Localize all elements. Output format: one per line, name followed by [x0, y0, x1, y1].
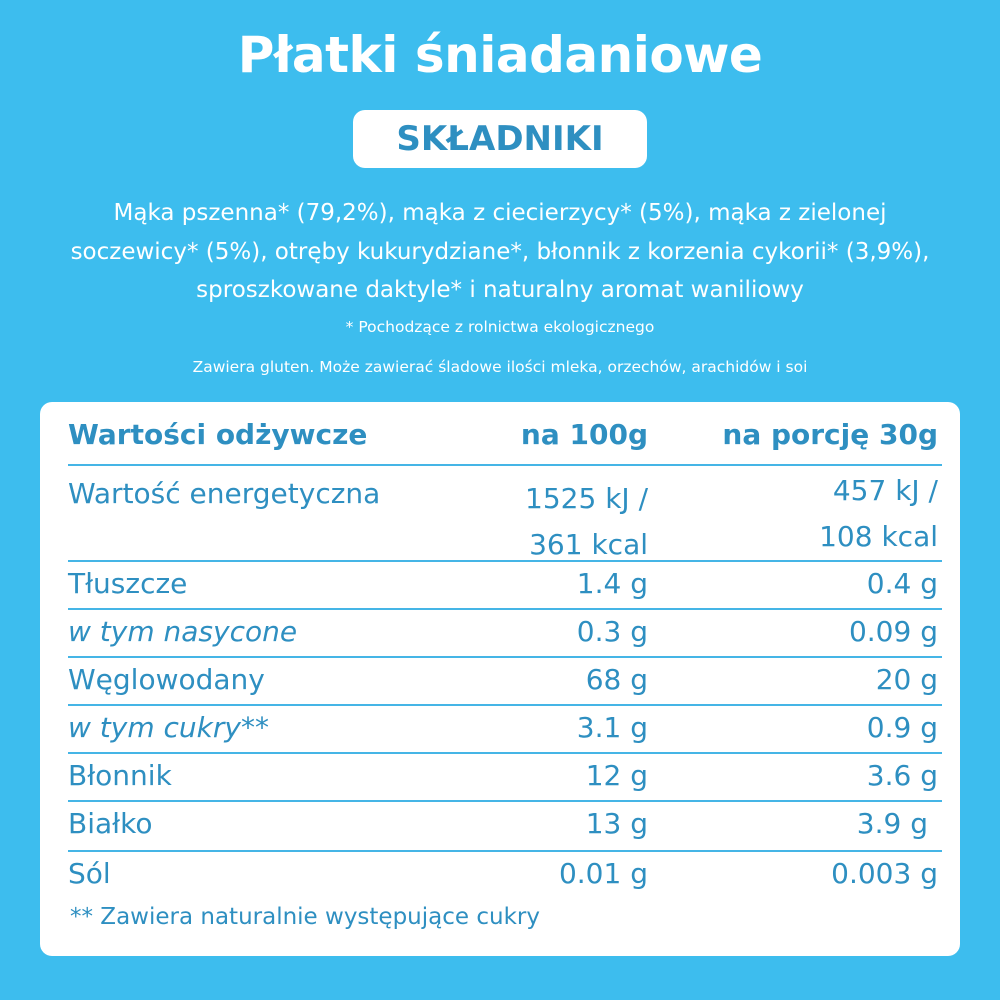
- row-label: w tym nasycone: [68, 615, 298, 648]
- sugars-footnote: ** Zawiera naturalnie występujące cukry: [70, 904, 540, 930]
- header-per-100g: na 100g: [520, 418, 648, 451]
- row-per-100g: 1.4 g: [576, 567, 648, 600]
- row-per-portion: 0.9 g: [866, 711, 938, 744]
- header-nutrition-label: Wartości odżywcze: [68, 418, 368, 451]
- row-per-100g: 0.01 g: [558, 857, 648, 890]
- row-per-portion: 3.9 g: [856, 807, 928, 840]
- row-label: Węglowodany: [68, 663, 265, 696]
- energy-per-portion: [68, 468, 938, 560]
- ingredients-text: Mąka pszenna* (79,2%), mąka z ciecierzycy* (5%), mąka z zielonej soczewicy* (5%), otręby kukurydziane*, błonnik z korzenia cykorii* (3,9%), sproszkowane daktyle* i naturalny aromat waniliowy: [70, 200, 930, 303]
- row-label: Sól: [68, 857, 111, 890]
- row-per-100g: 3.1 g: [576, 711, 648, 744]
- row-per-portion: 0.4 g: [866, 567, 938, 600]
- row-label: Białko: [68, 807, 153, 840]
- header-per-portion: na porcję 30g: [722, 418, 938, 451]
- table-row-carbohydrates: [68, 656, 942, 706]
- row-per-portion: 0.003 g: [831, 857, 938, 890]
- row-per-portion: 0.09 g: [848, 615, 938, 648]
- table-row-sugars: [68, 704, 942, 754]
- nutrition-table: [40, 402, 960, 956]
- row-label: Błonnik: [68, 759, 172, 792]
- row-per-100g: 68 g: [585, 663, 648, 696]
- row-per-portion: 20 g: [875, 663, 938, 696]
- table-header: [68, 412, 942, 466]
- row-per-100g: 0.3 g: [576, 615, 648, 648]
- row-per-100g: 12 g: [585, 759, 648, 792]
- energy-label: Wartość energetyczna: [68, 477, 381, 510]
- table-row-fat: [68, 560, 942, 610]
- row-per-100g: 13 g: [585, 807, 648, 840]
- energy-per-portion-kj: 457 kJ /: [832, 474, 938, 507]
- table-row-saturated-fat: [68, 608, 942, 658]
- table-row-fiber: [68, 752, 942, 802]
- table-row-protein: [68, 800, 942, 852]
- organic-footnote: * Pochodzące z rolnictwa ekologicznego: [345, 318, 655, 336]
- row-per-portion: 3.6 g: [866, 759, 938, 792]
- row-label: w tym cukry**: [68, 711, 269, 744]
- table-row-salt: [68, 850, 942, 898]
- table-row-energy: [68, 464, 942, 562]
- energy-per-100g-kcal: 361 kcal: [529, 528, 648, 561]
- energy-per-100g-kj: 1525 kJ /: [525, 482, 648, 515]
- allergen-info: Zawiera gluten. Może zawierać śladowe ilości mleka, orzechów, arachidów i soi: [192, 358, 808, 376]
- ingredients-badge: SKŁADNIKI: [353, 110, 647, 168]
- page-title: Płatki śniadaniowe: [237, 26, 763, 84]
- energy-per-portion-kcal: 108 kcal: [819, 520, 938, 553]
- row-label: Tłuszcze: [68, 567, 188, 600]
